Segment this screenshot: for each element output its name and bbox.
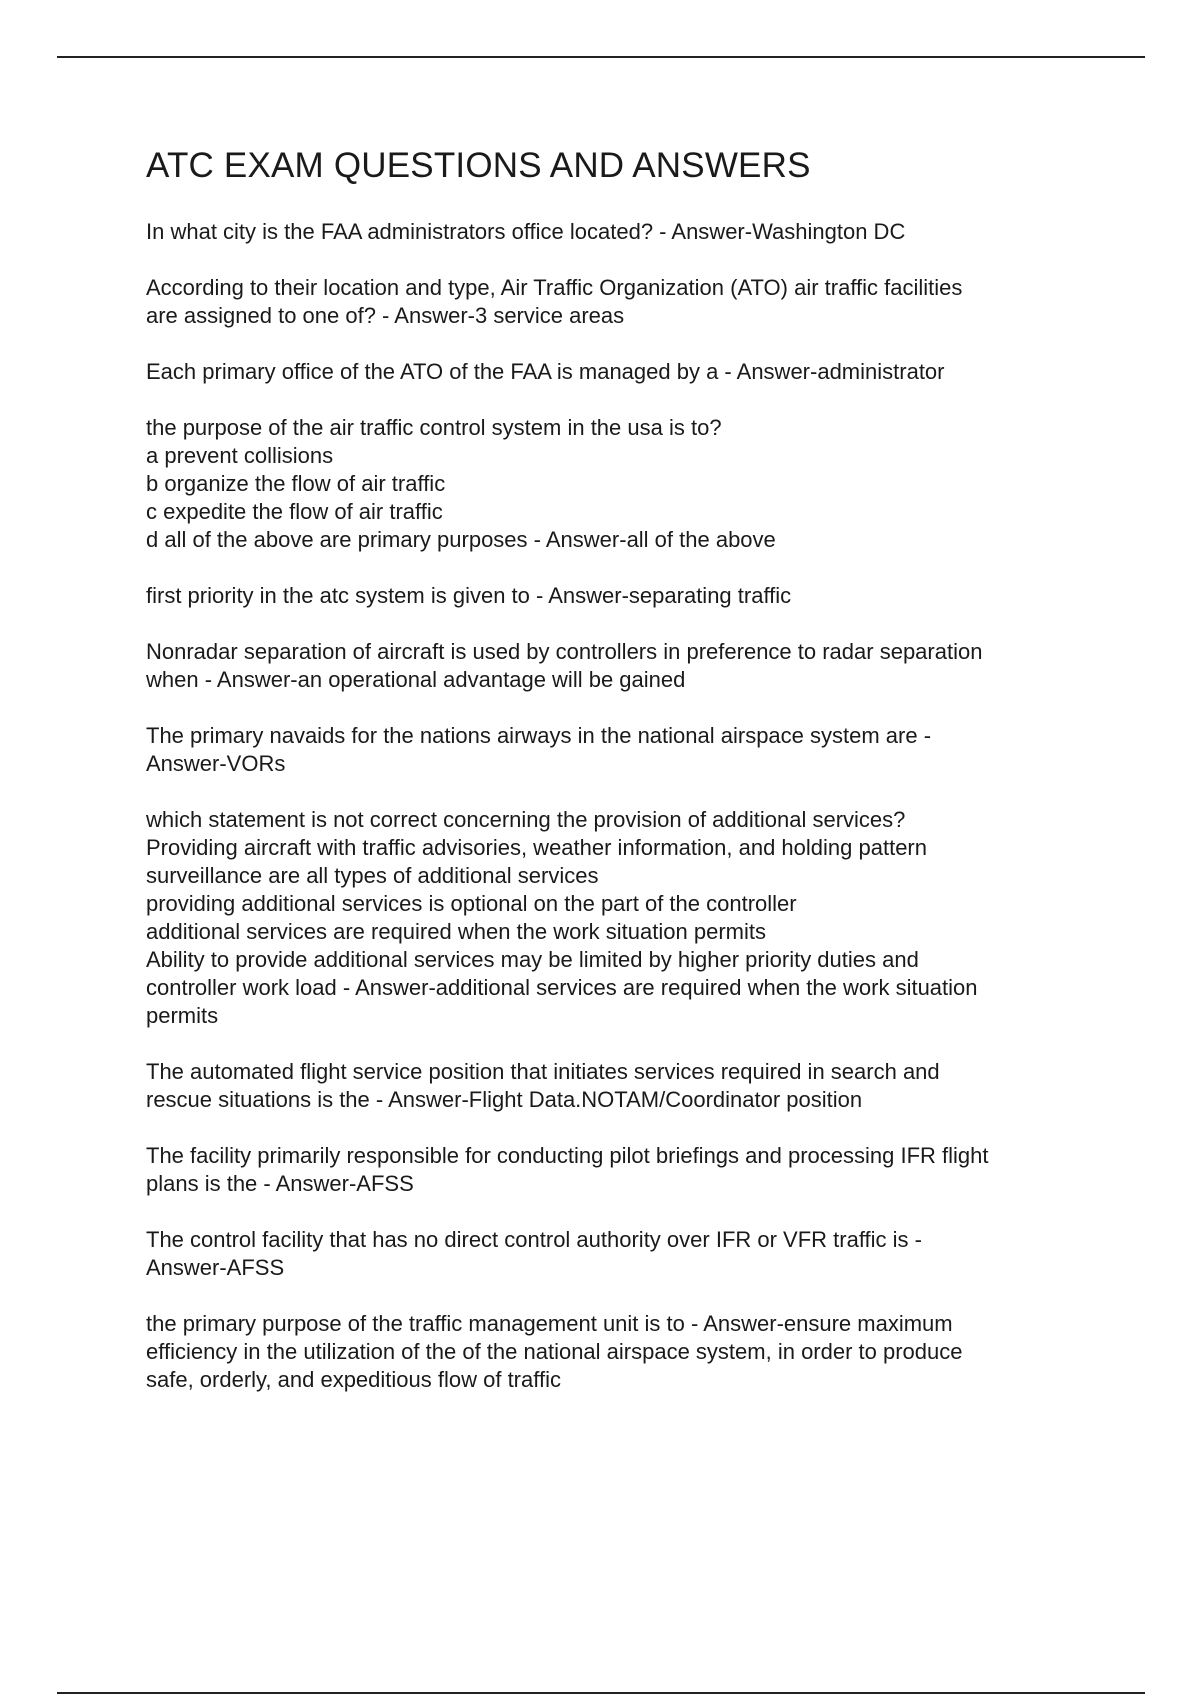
qa-item [146, 274, 1106, 330]
qa-line: first priority in the atc system is given to - Answer-separating traffic [146, 583, 792, 608]
qa-line: The facility primarily responsible for conducting pilot briefings and processing IFR flight [146, 1143, 989, 1168]
top-rule [57, 56, 1145, 58]
qa-item [146, 218, 1106, 246]
qa-line: The control facility that has no direct control authority over IFR or VFR traffic is - [146, 1227, 922, 1252]
document-body [146, 146, 1106, 1422]
qa-item [146, 1058, 1106, 1114]
qa-item [146, 1142, 1106, 1198]
qa-item [146, 806, 1106, 1030]
qa-line: are assigned to one of? - Answer-3 service areas [146, 303, 625, 328]
qa-line: c expedite the flow of air traffic [146, 499, 443, 524]
qa-line: Nonradar separation of aircraft is used by controllers in preference to radar separation [146, 639, 983, 664]
qa-line: According to their location and type, Air Traffic Organization (ATO) air traffic facilities [146, 275, 963, 300]
qa-line: Answer-AFSS [146, 1255, 285, 1280]
qa-line: efficiency in the utilization of the of the national airspace system, in order to produce [146, 1339, 963, 1364]
qa-line: Providing aircraft with traffic advisories, weather information, and holding pattern [146, 835, 927, 860]
qa-line: plans is the - Answer-AFSS [146, 1171, 414, 1196]
qa-line: a prevent collisions [146, 443, 334, 468]
qa-line: which statement is not correct concerning the provision of additional services? [146, 807, 906, 832]
qa-item [146, 1226, 1106, 1282]
qa-item [146, 582, 1106, 610]
qa-line: when - Answer-an operational advantage will be gained [146, 667, 686, 692]
qa-line: permits [146, 1003, 219, 1028]
qa-line: In what city is the FAA administrators office located? - Answer-Washington DC [146, 219, 906, 244]
document-title: ATC EXAM QUESTIONS AND ANSWERS [146, 146, 811, 185]
qa-line: d all of the above are primary purposes - Answer-all of the above [146, 527, 776, 552]
qa-item [146, 414, 1106, 554]
qa-list [146, 218, 1106, 1394]
qa-line: additional services are required when the work situation permits [146, 919, 766, 944]
qa-line: surveillance are all types of additional services [146, 863, 599, 888]
qa-line: Ability to provide additional services may be limited by higher priority duties and [146, 947, 919, 972]
qa-line: The automated flight service position that initiates services required in search and [146, 1059, 940, 1084]
qa-line: providing additional services is optional on the part of the controller [146, 891, 797, 916]
qa-line: Answer-VORs [146, 751, 286, 776]
qa-line: rescue situations is the - Answer-Flight Data.NOTAM/Coordinator position [146, 1087, 863, 1112]
qa-line: b organize the flow of air traffic [146, 471, 446, 496]
qa-item [146, 722, 1106, 778]
bottom-rule [57, 1692, 1145, 1694]
qa-line: Each primary office of the ATO of the FAA is managed by a - Answer-administrator [146, 359, 945, 384]
qa-item [146, 358, 1106, 386]
qa-line: the purpose of the air traffic control system in the usa is to? [146, 415, 722, 440]
qa-item [146, 1310, 1106, 1394]
qa-line: the primary purpose of the traffic management unit is to - Answer-ensure maximum [146, 1311, 953, 1336]
qa-line: The primary navaids for the nations airways in the national airspace system are - [146, 723, 932, 748]
qa-line: controller work load - Answer-additional services are required when the work situation [146, 975, 978, 1000]
qa-item [146, 638, 1106, 694]
qa-line: safe, orderly, and expeditious flow of traffic [146, 1367, 561, 1392]
